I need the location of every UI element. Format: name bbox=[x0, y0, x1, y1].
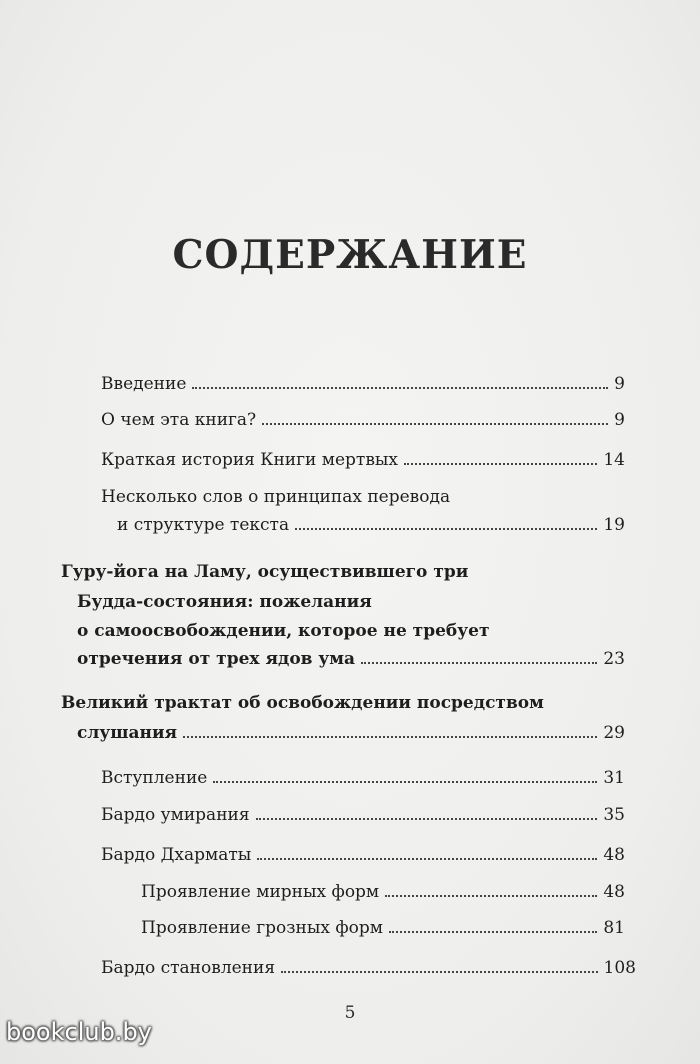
toc-entry-label: Бардо Дхарматы bbox=[101, 845, 252, 865]
toc-entry-label: Проявление мирных форм bbox=[141, 882, 380, 902]
toc-entry-page: 48 bbox=[603, 845, 625, 865]
dot-leader bbox=[404, 463, 597, 465]
toc-entry-about-book bbox=[101, 409, 625, 431]
dot-leader bbox=[361, 662, 597, 664]
toc-entry-label: Великий трактат об освобождении посредством bbox=[61, 693, 544, 713]
toc-entry-label: Гуру-йога на Ламу, осуществившего три bbox=[61, 562, 469, 582]
page-title: СОДЕРЖАНИЕ bbox=[172, 232, 528, 278]
watermark: bookclub.by bbox=[6, 1018, 152, 1046]
toc-entry-label: Проявление грозных форм bbox=[141, 918, 384, 938]
dot-leader bbox=[256, 818, 598, 820]
dot-leader bbox=[213, 781, 597, 783]
toc-entry-label: Несколько слов о принципах перевода bbox=[101, 487, 451, 507]
toc-entry-page: 81 bbox=[603, 918, 625, 938]
toc-entry-label: Краткая история Книги мертвых bbox=[101, 450, 399, 470]
toc-entry-page: 19 bbox=[603, 515, 625, 535]
toc-entry-label: О чем эта книга? bbox=[101, 410, 257, 430]
toc-entry-introduction bbox=[101, 767, 625, 789]
toc-entry-label: отречения от трех ядов ума bbox=[77, 649, 356, 669]
toc-entry-translation-line2 bbox=[117, 514, 625, 536]
toc-entry-label: Бардо умирания bbox=[101, 805, 250, 825]
toc-entry-great-treatise-line2 bbox=[77, 722, 625, 744]
toc-entry-guru-yoga-line1 bbox=[61, 561, 625, 583]
toc-entry-page: 23 bbox=[603, 649, 625, 669]
toc-entry-label: Бардо становления bbox=[101, 958, 276, 978]
dot-leader bbox=[385, 895, 597, 897]
toc-entry-short-history bbox=[101, 449, 625, 471]
dot-leader bbox=[295, 528, 597, 530]
toc-entry-translation-line1 bbox=[101, 486, 625, 508]
toc-entry-page: 35 bbox=[603, 805, 625, 825]
toc-entry-page: 108 bbox=[603, 958, 636, 978]
toc-entry-page: 9 bbox=[614, 410, 625, 430]
toc-entry-label: о самоосвобождении, которое не требует bbox=[77, 621, 490, 641]
toc-entry-bardo-dharmata bbox=[101, 844, 625, 866]
toc-entry-label: Вступление bbox=[101, 768, 208, 788]
toc-entry-label: слушания bbox=[77, 723, 178, 743]
dot-leader bbox=[192, 387, 608, 389]
toc-entry-page: 31 bbox=[603, 768, 625, 788]
page-number: 5 bbox=[344, 1003, 356, 1023]
toc-entry-guru-yoga-line2 bbox=[77, 591, 625, 613]
toc-entry-wrathful-forms bbox=[141, 917, 625, 939]
toc-entry-page: 48 bbox=[603, 882, 625, 902]
toc-entry-page: 29 bbox=[603, 723, 625, 743]
toc-entry-bardo-becoming bbox=[101, 957, 636, 979]
toc-entry-label: и структуре текста bbox=[117, 515, 290, 535]
toc-entry-page: 14 bbox=[603, 450, 625, 470]
dot-leader bbox=[389, 931, 597, 933]
toc-entry-guru-yoga-line3 bbox=[77, 620, 625, 642]
dot-leader bbox=[281, 971, 597, 973]
dot-leader bbox=[183, 736, 597, 738]
toc-entry-guru-yoga-line4 bbox=[77, 648, 625, 670]
dot-leader bbox=[262, 423, 608, 425]
toc-entry-page: 9 bbox=[614, 374, 625, 394]
toc-entry-bardo-dying bbox=[101, 804, 625, 826]
toc-entry-label: Будда-состояния: пожелания bbox=[77, 592, 372, 612]
toc-entry-label: Введение bbox=[101, 374, 187, 394]
toc-entry-great-treatise-line1 bbox=[61, 692, 625, 714]
dot-leader bbox=[257, 858, 597, 860]
toc-entry-intro bbox=[101, 373, 625, 395]
toc-entry-peaceful-forms bbox=[141, 881, 625, 903]
